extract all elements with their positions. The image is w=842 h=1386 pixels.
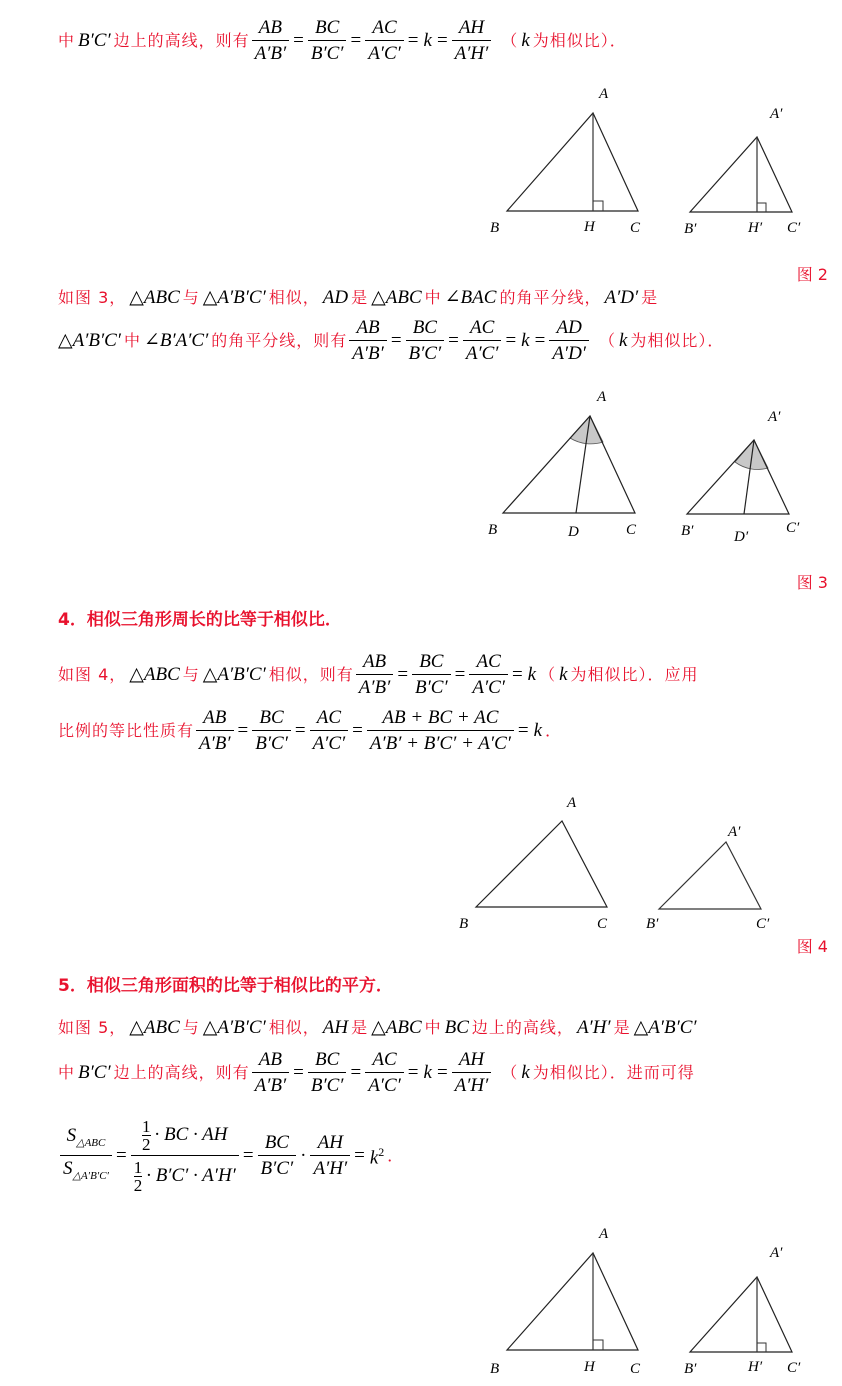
- section-5-heading: [58, 976, 393, 996]
- svg-text:B′: B′: [684, 221, 697, 237]
- text: 如图 4，: [58, 665, 127, 684]
- svg-text:A: A: [599, 1226, 609, 1242]
- triangle: △A′B′C′: [202, 1017, 266, 1038]
- heading: 5．相似三角形面积的比等于相似比的平方．: [58, 976, 393, 996]
- svg-text:C: C: [630, 220, 641, 236]
- fraction: $\frac{BC}{B'C'}$: [308, 1050, 347, 1096]
- svg-text:B: B: [490, 1361, 500, 1377]
- text: ．: [545, 721, 563, 740]
- text: 中: [58, 1063, 76, 1082]
- text: 为相似比）．进而可得: [532, 1063, 695, 1082]
- segment: A′H′: [576, 1017, 611, 1038]
- svg-text:H: H: [584, 1359, 595, 1375]
- svg-text:C′: C′: [756, 916, 770, 932]
- triangle: △ABC: [129, 287, 180, 308]
- text: 为相似比）．应用: [570, 665, 699, 684]
- figure-3: [480, 380, 842, 595]
- text: 边上的高线，: [471, 1018, 574, 1037]
- k-symbol: k: [527, 664, 537, 685]
- text: 的角平分线，则有: [211, 331, 348, 350]
- svg-text:D: D: [568, 524, 579, 540]
- fraction: $\frac{AH}{A'H'}$: [452, 1050, 492, 1096]
- text: 比例的等比性质有: [58, 721, 195, 740]
- svg-text:C: C: [630, 1361, 641, 1377]
- figure-2-diagram: [480, 80, 842, 285]
- sum-fraction: $\frac{AB + BC + AC}{A'B' + B'C' + A'C'}$: [367, 708, 514, 754]
- text: 相似，则有: [268, 665, 354, 684]
- fraction: $\frac{BC}{B'C'}$: [412, 652, 451, 698]
- svg-text:B: B: [459, 916, 469, 932]
- text: 如图 3，: [58, 288, 127, 307]
- k-symbol: k: [423, 1062, 432, 1083]
- svg-text:A′: A′: [770, 1245, 783, 1261]
- svg-text:C′: C′: [787, 220, 801, 236]
- section-4-heading: [58, 610, 342, 630]
- figure-4-diagram: [440, 780, 842, 960]
- svg-text:A: A: [567, 795, 577, 811]
- triangle: △A′B′C′: [202, 287, 266, 308]
- k-symbol: k: [521, 1062, 530, 1083]
- text: （: [598, 331, 616, 350]
- section-5-line-1: [58, 1018, 700, 1038]
- svg-text:C: C: [626, 522, 637, 538]
- text: 边上的高线，则有: [113, 31, 250, 50]
- figure-label: 图 3: [796, 573, 828, 592]
- svg-text:A′: A′: [728, 824, 741, 840]
- text: 中: [123, 331, 141, 350]
- text: 中: [424, 288, 442, 307]
- fraction: $\frac{AC}{A'C'}$: [365, 1050, 404, 1096]
- text: 相似，: [268, 288, 320, 307]
- fraction: $\frac{AB}{A'B'}$: [252, 18, 290, 64]
- triangle: △ABC: [129, 664, 180, 685]
- fraction: $\frac{AC}{A'C'}$: [463, 318, 502, 364]
- fraction: $\frac{BC}{B'C'}$: [308, 18, 347, 64]
- svg-text:A′: A′: [768, 409, 781, 425]
- fraction: $\frac{AH}{A'H'}$: [310, 1133, 350, 1179]
- text: ．: [387, 1145, 405, 1165]
- svg-text:C′: C′: [787, 1360, 801, 1376]
- section-4-line-1: 如图 4， △ABC 与 △A′B′C′ 相似，则有 $\frac{AB}{A'B'}$ = $\frac{BC}{B'C'}$ = $\frac{AC}{A'C'}$ = k （ k 为相似比）．应用: [58, 651, 699, 698]
- fig3-line-2: △A′B′C′ 中 ∠B′A′C′ 的角平分线，则有 $\frac{AB}{A'B'}$ = $\frac{BC}{B'C'}$ = $\frac{AC}{A'C'}$ = k = $\frac{AD}{A'D'}$ （ k 为相似比）．: [58, 317, 725, 364]
- text: 是: [641, 288, 659, 307]
- svg-text:H: H: [584, 219, 595, 235]
- figure-4: [440, 780, 842, 960]
- k-squared: $k^2$: [369, 1145, 385, 1169]
- k-symbol: k: [423, 30, 432, 51]
- fraction: $\frac{AB}{A'B'}$: [356, 652, 394, 698]
- text: 是: [351, 1018, 369, 1037]
- triangle: △A′B′C′: [633, 1017, 697, 1038]
- fraction: $\frac{AC}{A'C'}$: [469, 652, 508, 698]
- text: 中: [424, 1018, 442, 1037]
- figure-5: [480, 1215, 842, 1382]
- segment: B′C′: [78, 30, 111, 51]
- fraction: $\frac{AC}{A'C'}$: [365, 18, 404, 64]
- fraction: $\frac{AB}{A'B'}$: [196, 708, 234, 754]
- fraction: $\frac{AC}{A'C'}$: [310, 708, 349, 754]
- text: 如图 5，: [58, 1018, 127, 1037]
- svg-text:C: C: [597, 916, 608, 932]
- svg-text:D′: D′: [734, 529, 749, 545]
- svg-text:A′: A′: [770, 106, 783, 122]
- triangle: △A′B′C′: [58, 330, 121, 351]
- text: （: [501, 1063, 519, 1082]
- k-symbol: k: [559, 664, 568, 685]
- angle: ∠B′A′C′: [143, 330, 209, 351]
- segment: AD: [322, 287, 349, 308]
- fraction: $\frac{BC}{B'C'}$: [252, 708, 291, 754]
- text: 的角平分线，: [499, 288, 602, 307]
- text: 与: [182, 665, 200, 684]
- fraction: $\frac{AH}{A'H'}$: [452, 18, 492, 64]
- text: 与: [182, 288, 200, 307]
- triangle: △A′B′C′: [202, 664, 266, 685]
- text: 相似，: [268, 1018, 320, 1037]
- heading: 4．相似三角形周长的比等于相似比．: [58, 610, 342, 630]
- section-4-line-2: 比例的等比性质有 $\frac{AB}{A'B'}$ = $\frac{BC}{B'C'}$ = $\frac{AC}{A'C'}$ = $\frac{AB + BC + AC}{A'B' + B'C' + A'C'}$ = k ．: [58, 707, 563, 754]
- figure-5-diagram: [480, 1215, 842, 1382]
- half-product-fraction: 1 2 · BC · AH 1 2 · B′C′ · A′H′: [131, 1118, 239, 1194]
- svg-text:B′: B′: [684, 1361, 697, 1377]
- segment: BC: [444, 1017, 469, 1038]
- figure-label: 图 2: [796, 265, 828, 284]
- section-5-line-2: 中 B′C′ 边上的高线，则有 $\frac{AB}{A'B'}$ = $\frac{BC}{B'C'}$ = $\frac{AC}{A'C'}$ = k = $\frac{AH}{A'H'}$ （ k 为相似比）．进而可得: [58, 1049, 695, 1096]
- triangle: △ABC: [371, 1017, 422, 1038]
- fraction: $\frac{AB}{A'B'}$: [252, 1050, 290, 1096]
- continued-line: 中 B′C′ 边上的高线，则有 $\frac{AB}{A'B'}$ = $\frac{BC}{B'C'}$ = $\frac{AC}{A'C'}$ = k = $\frac{AH}{A'H'}$ （ k 为相似比）．: [58, 17, 627, 64]
- segment: B′C′: [78, 1062, 111, 1083]
- k-symbol: k: [618, 330, 628, 351]
- segment: A′D′: [604, 287, 639, 308]
- fraction: $\frac{BC}{B'C'}$: [258, 1133, 297, 1179]
- svg-text:C′: C′: [786, 520, 800, 536]
- figure-2: [480, 80, 842, 285]
- text: 中: [58, 31, 76, 50]
- svg-text:B: B: [488, 522, 498, 538]
- area-formula: $\frac{S_{\triangle ABC}}{S_{\triangle A'B'C'}}$ = 1 2 · BC · AH 1 2 · B′C′ · A′H′ = $\frac{BC}{B'C'}$ · $\frac{AH}{A'H'}$ = $k^2$ ．: [58, 1108, 404, 1203]
- figure-label: 图 4: [796, 937, 828, 956]
- text: （: [501, 31, 519, 50]
- k-symbol: k: [533, 720, 543, 741]
- k-symbol: k: [521, 330, 530, 351]
- svg-text:A: A: [599, 86, 609, 102]
- svg-text:H′: H′: [748, 1359, 763, 1375]
- fraction: $\frac{AB}{A'B'}$: [349, 318, 387, 364]
- fraction: $\frac{AD}{A'D'}$: [549, 318, 589, 364]
- triangle: △ABC: [371, 287, 422, 308]
- fraction: $\frac{BC}{B'C'}$: [406, 318, 445, 364]
- svg-text:B′: B′: [646, 916, 659, 932]
- k-symbol: k: [521, 30, 530, 51]
- text: 为相似比）．: [532, 31, 627, 50]
- figure-3-diagram: [480, 380, 842, 595]
- angle: ∠BAC: [444, 287, 497, 308]
- svg-text:B′: B′: [681, 523, 694, 539]
- text: 为相似比）．: [630, 331, 725, 350]
- triangle: △ABC: [129, 1017, 180, 1038]
- text: 是: [613, 1018, 631, 1037]
- segment: AH: [322, 1017, 349, 1038]
- text: 与: [182, 1018, 200, 1037]
- fig3-line-1: [58, 288, 658, 308]
- svg-text:H′: H′: [748, 220, 763, 236]
- text: 边上的高线，则有: [113, 1063, 250, 1082]
- area-ratio-fraction: $\frac{S_{\triangle ABC}}{S_{\triangle A'B'C'}}$: [60, 1126, 112, 1186]
- svg-text:B: B: [490, 220, 500, 236]
- text: （: [539, 665, 557, 684]
- text: 是: [351, 288, 369, 307]
- svg-text:A: A: [597, 389, 607, 405]
